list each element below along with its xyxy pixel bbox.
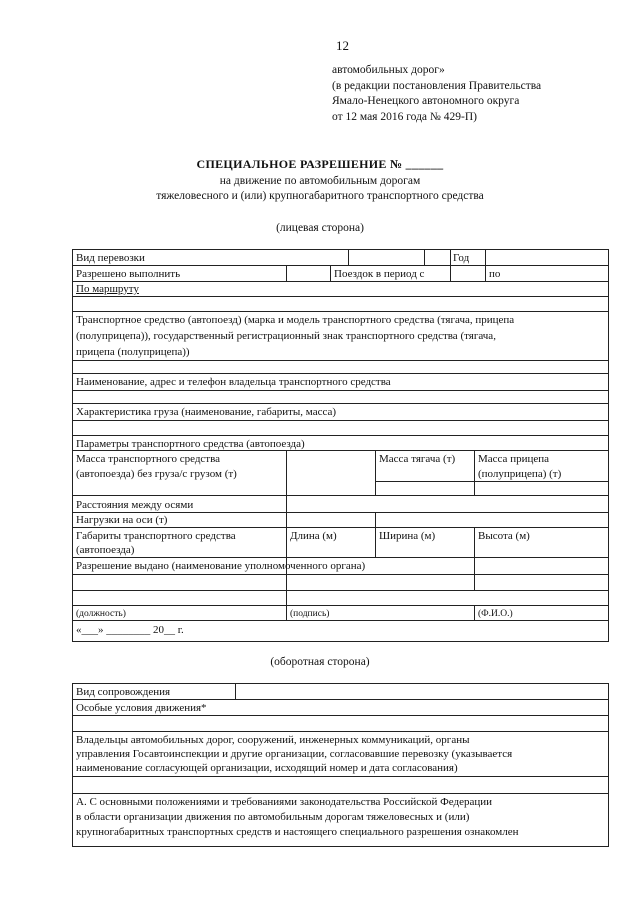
axle-loads-label: Нагрузки на оси (т) [76, 514, 168, 526]
width-label: Ширина (м) [379, 530, 436, 542]
trips-period-label: Поездок в период с [334, 268, 425, 280]
mass-label-line: (автопоезда) без груза/с грузом (т) [76, 468, 237, 480]
front-side-label: (лицевая сторона) [276, 222, 364, 234]
vehicle-label-line: прицепа (полуприцепа)) [76, 346, 190, 358]
acknowledgement-line: в области организации движения по автомобильным дорогам тяжеловесных и (или) [76, 811, 470, 823]
acknowledgement-line: крупногабаритных транспортных средств и настоящего специального разрешения ознакомлен [76, 826, 519, 838]
height-label: Высота (м) [478, 530, 530, 542]
axle-distance-label: Расстояния между осями [76, 499, 194, 511]
vehicle-label-line: Транспортное средство (автопоезд) (марка и модель транспортного средства (тягача, прицепа [76, 314, 515, 326]
issued-by-label: Разрешение выдано (наименование уполномоченного органа) [76, 560, 366, 572]
date-line: «___» ________ 20__ г. [76, 624, 184, 636]
page-number: 12 [336, 38, 349, 53]
fio-label: (Ф.И.О.) [478, 609, 513, 619]
year-label: Год [453, 252, 470, 264]
escort-label: Вид сопровождения [76, 686, 171, 698]
header-note-line: (в редакции постановления Правительства [332, 79, 542, 92]
tractor-mass-label: Масса тягача (т) [379, 453, 456, 465]
dimensions-label-line: Габариты транспортного средства [76, 530, 236, 542]
params-label: Параметры транспортного средства (автопоезда) [76, 438, 305, 450]
vehicle-label-line: (полуприцепа)), государственный регистрационный знак транспортного средства (тягача, [76, 330, 496, 342]
header-note [332, 63, 541, 125]
length-label: Длина (м) [290, 530, 337, 542]
header-note-line: Ямало-Ненецкого автономного округа [332, 95, 520, 107]
to-label: по [489, 268, 501, 280]
back-side-label: (оборотная сторона) [270, 656, 370, 668]
trailer-mass-label-line: (полуприцепа) (т) [478, 468, 562, 480]
owner-label: Наименование, адрес и телефон владельца транспортного средства [76, 376, 391, 388]
acknowledgement-line: А. С основными положениями и требованиями законодательства Российской Федерации [76, 796, 493, 808]
subtitle-line-1: на движение по автомобильным дорогам [219, 175, 421, 187]
document-title: СПЕЦИАЛЬНОЕ РАЗРЕШЕНИЕ № ______ [196, 157, 444, 171]
owners-label-line: Владельцы автомобильных дорог, сооружений, инженерных коммуникаций, органы [76, 734, 470, 746]
special-conditions-label: Особые условия движения* [76, 702, 207, 714]
allowed-label: Разрешено выполнить [76, 268, 181, 280]
trailer-mass-label-line: Масса прицепа [478, 453, 550, 465]
owners-label-line: управления Госавтоинспекции и другие организации, согласовавшие перевозку (указывается [76, 748, 513, 760]
cargo-label: Характеристика груза (наименование, габариты, масса) [76, 406, 337, 418]
position-label: (должность) [76, 609, 126, 619]
owners-label-line: наименование согласующей организации, исходящий номер и дата согласования) [76, 762, 458, 774]
dimensions-label-line: (автопоезда) [76, 544, 135, 556]
route-label: По маршруту [76, 283, 139, 295]
mass-label-line: Масса транспортного средства [76, 453, 221, 465]
header-note-line: автомобильных дорог» [332, 64, 445, 76]
signature-label: (подпись) [290, 609, 330, 619]
transport-type-label: Вид перевозки [76, 252, 145, 264]
header-note-line: от 12 мая 2016 года № 429-П) [332, 110, 477, 123]
subtitle-line-2: тяжеловесного и (или) крупногабаритного транспортного средства [156, 190, 484, 202]
